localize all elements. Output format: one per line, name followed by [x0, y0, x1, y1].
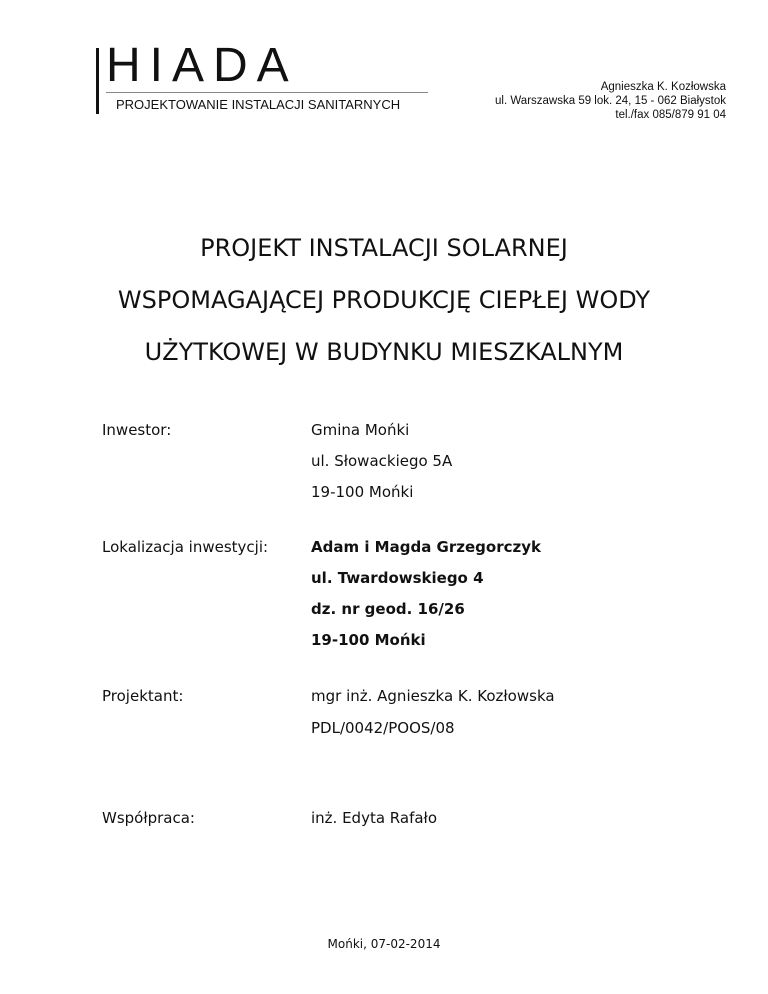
- investor-line: ul. Słowackiego 5A: [311, 452, 453, 470]
- location-line: ul. Twardowskiego 4: [311, 569, 484, 587]
- cooperation-label: Współpraca:: [102, 809, 195, 827]
- location-label: Lokalizacja inwestycji:: [102, 538, 269, 556]
- address-phone: tel./fax 085/879 91 04: [615, 109, 726, 121]
- document-date: Mońki, 07-02-2014: [327, 937, 441, 951]
- cooperation-line: inż. Edyta Rafało: [311, 809, 437, 827]
- investor-line: Gmina Mońki: [311, 421, 410, 439]
- designer-label: Projektant:: [102, 687, 184, 705]
- address-name: Agnieszka K. Kozłowska: [600, 81, 726, 93]
- logo-vertical-bar: [96, 48, 99, 114]
- location-line: dz. nr geod. 16/26: [311, 600, 465, 618]
- logo-divider: [106, 92, 428, 93]
- location-line: 19-100 Mońki: [311, 631, 426, 649]
- designer-line: mgr inż. Agnieszka K. Kozłowska: [311, 687, 555, 705]
- title-line-2: WSPOMAGAJĄCEJ PRODUKCJĘ CIEPŁEJ WODY: [117, 286, 651, 314]
- address-street: ul. Warszawska 59 lok. 24, 15 - 062 Białystok: [495, 95, 726, 107]
- document-title: [0, 222, 768, 378]
- investor-label: Inwestor:: [102, 421, 172, 439]
- company-address: [495, 80, 726, 122]
- title-line-3: UŻYTKOWEJ W BUDYNKU MIESZKALNYM: [144, 338, 624, 366]
- company-logo: [96, 39, 436, 116]
- designer-line: PDL/0042/POOS/08: [311, 719, 455, 737]
- investor-line: 19-100 Mońki: [311, 483, 414, 501]
- title-line-1: PROJEKT INSTALACJI SOLARNEJ: [200, 234, 568, 262]
- logo-subtitle: PROJEKTOWANIE INSTALACJI SANITARNYCH: [116, 97, 401, 112]
- logo-wordmark: HIADA: [106, 39, 298, 92]
- location-line: Adam i Magda Grzegorczyk: [311, 538, 541, 556]
